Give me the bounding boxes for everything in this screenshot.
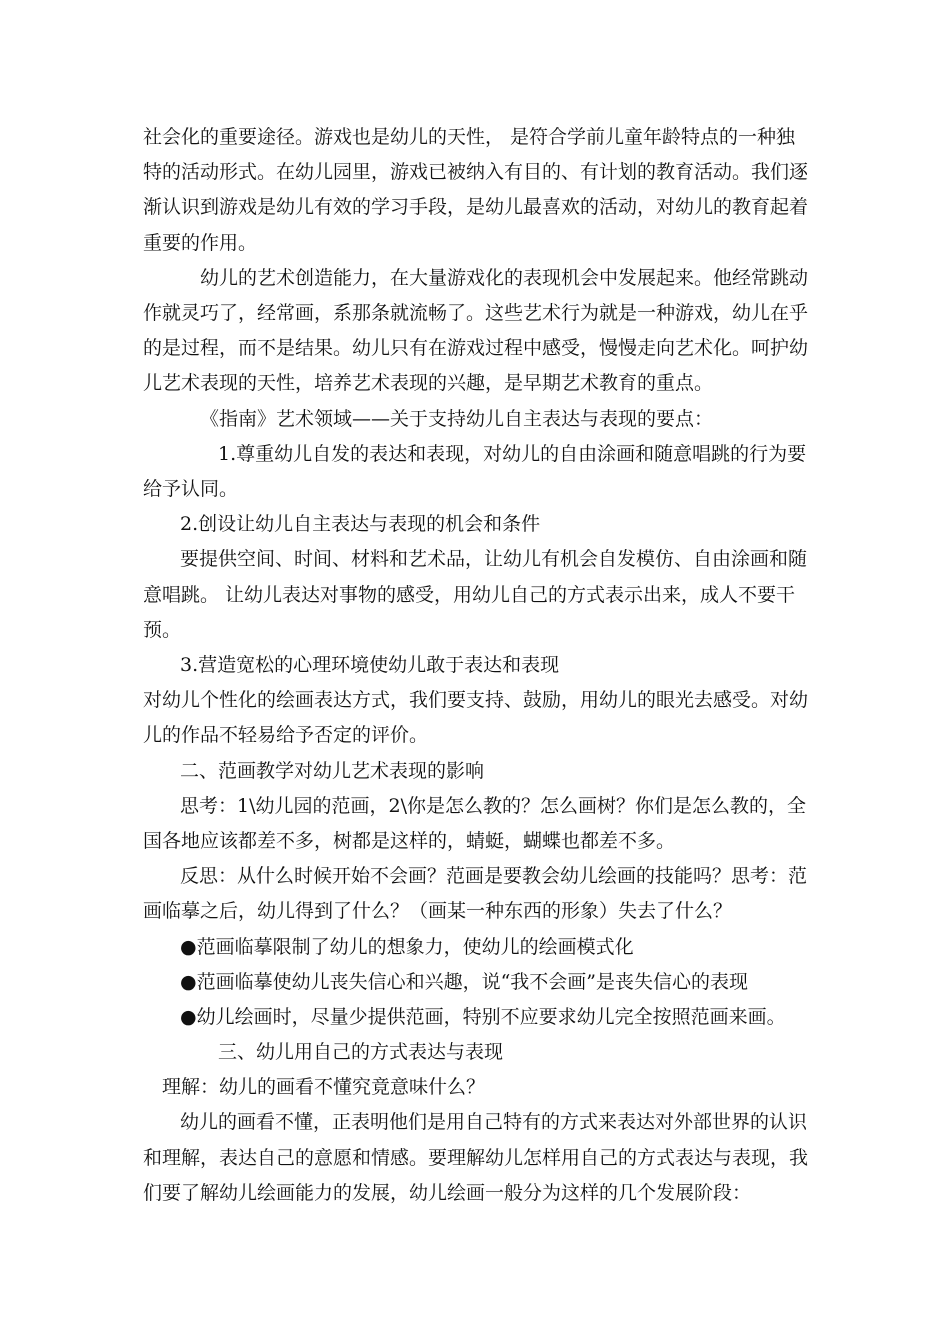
bullet-item: ●范画临摹限制了幼儿的想象力，使幼儿的绘画模式化 (180, 936, 634, 958)
text-line: 对幼儿个性化的绘画表达方式，我们要支持、鼓励，用幼儿的眼光去感受。对幼 (143, 689, 809, 711)
text-line: 意唱跳。 让幼儿表达对事物的感受，用幼儿自己的方式表示出来，成人不要干 (143, 584, 796, 606)
text-line: 幼儿的画看不懂，正表明他们是用自己特有的方式来表达对外部世界的认识 (180, 1111, 808, 1133)
text-line: 要提供空间、时间、材料和艺术品，让幼儿有机会自发模仿、自由涂画和随 (180, 548, 808, 570)
list-item: 3.营造宽松的心理环境使幼儿敢于表达和表现 (180, 654, 560, 676)
text-line: 思考：1\幼儿园的范画，2\你是怎么教的？怎么画树？你们是怎么教的，全 (180, 795, 806, 817)
text-line: 作就灵巧了，经常画，系那条就流畅了。这些艺术行为就是一种游戏，幼儿在乎 (143, 302, 809, 324)
text-line: 理解：幼儿的画看不懂究竟意味什么？ (162, 1076, 486, 1098)
text-line: 预。 (143, 619, 182, 641)
section-heading: 三、幼儿用自己的方式表达与表现 (218, 1041, 504, 1063)
text-line: 反思：从什么时候开始不会画？范画是要教会幼儿绘画的技能吗？思考：范 (180, 865, 808, 887)
text-line: 社会化的重要途径。游戏也是幼儿的天性， 是符合学前儿童年龄特点的一种独 (143, 126, 796, 148)
text-line: 儿艺术表现的天性，培养艺术表现的兴趣，是早期艺术教育的重点。 (143, 372, 714, 394)
text-line: 的是过程，而不是结果。幼儿只有在游戏过程中感受，慢慢走向艺术化。呵护幼 (143, 337, 809, 359)
text-line: 和理解，表达自己的意愿和情感。要理解幼儿怎样用自己的方式表达与表现，我 (143, 1147, 809, 1169)
text-line: 国各地应该都差不多，树都是这样的，蜻蜓，蝴蝶也都差不多。 (143, 830, 676, 852)
section-heading: 《指南》艺术领域——关于支持幼儿自主表达与表现的要点： (200, 408, 714, 430)
section-heading: 二、范画教学对幼儿艺术表现的影响 (180, 760, 485, 782)
text-line: 渐认识到游戏是幼儿有效的学习手段，是幼儿最喜欢的活动，对幼儿的教育起着 (143, 196, 809, 218)
text-line: 们要了解幼儿绘画能力的发展，幼儿绘画一般分为这样的几个发展阶段： (143, 1182, 752, 1204)
text-line: 儿的作品不轻易给予否定的评价。 (143, 724, 429, 746)
text-line: 给予认同。 (143, 478, 239, 500)
bullet-item: ●范画临摹使幼儿丧失信心和兴趣，说“我不会画”是丧失信心的表现 (180, 971, 749, 993)
text-line: 重要的作用。 (143, 232, 258, 254)
text-line: 幼儿的艺术创造能力，在大量游戏化的表现机会中发展起来。他经常跳动 (200, 267, 809, 289)
text-line: 画临摹之后，幼儿得到了什么？（画某一种东西的形象）失去了什么？ (143, 900, 733, 922)
bullet-item: ●幼儿绘画时，尽量少提供范画，特别不应要求幼儿完全按照范画来画。 (180, 1006, 786, 1028)
list-item: 1.尊重幼儿自发的表达和表现，对幼儿的自由涂画和随意唱跳的行为要 (218, 443, 807, 465)
list-item: 2.创设让幼儿自主表达与表现的机会和条件 (180, 513, 541, 535)
text-line: 特的活动形式。在幼儿园里，游戏已被纳入有目的、有计划的教育活动。我们逐 (143, 161, 809, 183)
